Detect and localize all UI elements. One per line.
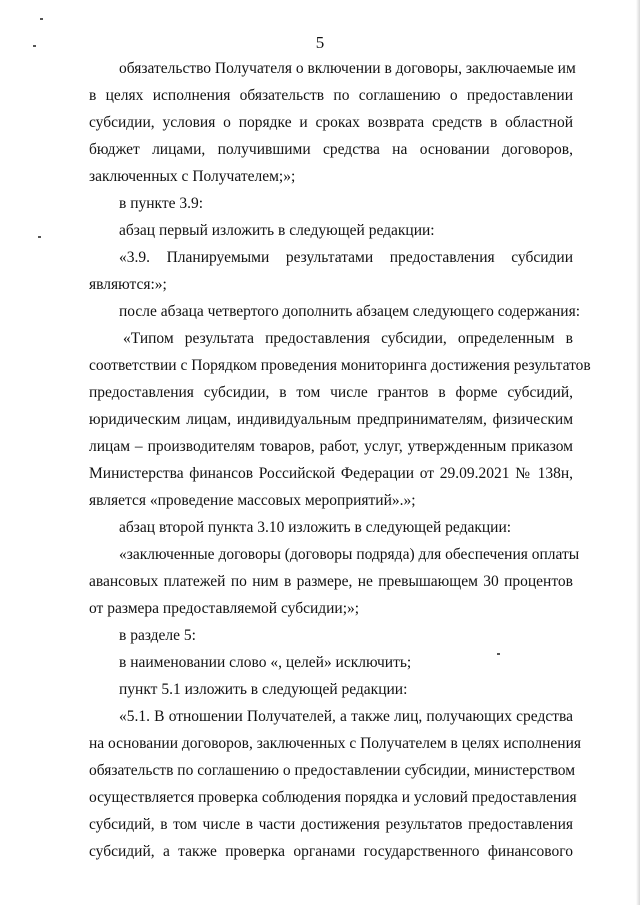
text-line: осуществляется проверка соблюдения порядка и условий предоставления: [89, 789, 577, 806]
text-line: субсидии, условия о порядке и сроках возврата средств в областной: [89, 114, 573, 131]
text-line: юридическим лицам, индивидуальным предпринимателям, физическим: [89, 411, 573, 428]
text-line: пункт 5.1 изложить в следующей редакции:: [119, 681, 408, 698]
text-line: абзац первый изложить в следующей редакции:: [119, 222, 435, 239]
text-line: лицам – производителям товаров, работ, услуг, утвержденным приказом: [89, 438, 573, 455]
text-line: предоставления субсидии, в том числе грантов в форме субсидий,: [89, 384, 573, 401]
text-line: соответствии с Порядком проведения мониторинга достижения результатов: [89, 357, 591, 374]
text-line: заключенных с Получателем;»;: [89, 168, 296, 185]
text-line: в целях исполнения обязательств по соглашению о предоставлении: [89, 87, 573, 104]
text-line: обязательство Получателя о включении в договоры, заключаемые им: [119, 60, 576, 77]
scan-edge-shadow: [636, 0, 640, 905]
text-line: «Типом результата предоставления субсидии, определенным в: [123, 330, 573, 347]
text-line: на основании договоров, заключенных с Получателем в целях исполнения: [89, 735, 582, 752]
text-line: является «проведение массовых мероприятий».»;: [89, 492, 416, 509]
text-line: обязательств по соглашению о предоставлении субсидии, министерством: [89, 762, 576, 779]
text-line: являются:»;: [89, 276, 167, 293]
scan-speck: [40, 18, 43, 20]
scan-speck: [33, 45, 36, 47]
text-line: субсидий, а также проверка органами государственного финансового: [89, 843, 573, 860]
scan-speck: [38, 236, 41, 238]
text-line: «5.1. В отношении Получателей, а также лиц, получающих средства: [119, 708, 573, 725]
text-line: субсидий, в том числе в части достижения результатов предоставления: [89, 816, 573, 833]
text-line: от размера предоставляемой субсидии;»;: [89, 600, 360, 617]
text-line: Министерства финансов Российской Федерации от 29.09.2021 № 138н,: [89, 465, 573, 482]
text-line: в наименовании слово «, целей» исключить;: [119, 654, 412, 671]
text-line: «заключенные договоры (договоры подряда) для обеспечения оплаты: [119, 546, 580, 563]
text-line: в разделе 5:: [119, 627, 196, 644]
text-line: бюджет лицами, получившими средства на основании договоров,: [89, 141, 573, 158]
text-line: абзац второй пункта 3.10 изложить в следующей редакции:: [119, 519, 512, 536]
text-line: «3.9. Планируемыми результатами предоставления субсидии: [119, 249, 573, 266]
text-line: авансовых платежей по ним в размере, не превышающем 30 процентов: [89, 573, 573, 590]
page-number: 5: [315, 33, 325, 52]
text-line: после абзаца четвертого дополнить абзацем следующего содержания:: [119, 303, 581, 320]
text-line: в пункте 3.9:: [119, 195, 204, 212]
